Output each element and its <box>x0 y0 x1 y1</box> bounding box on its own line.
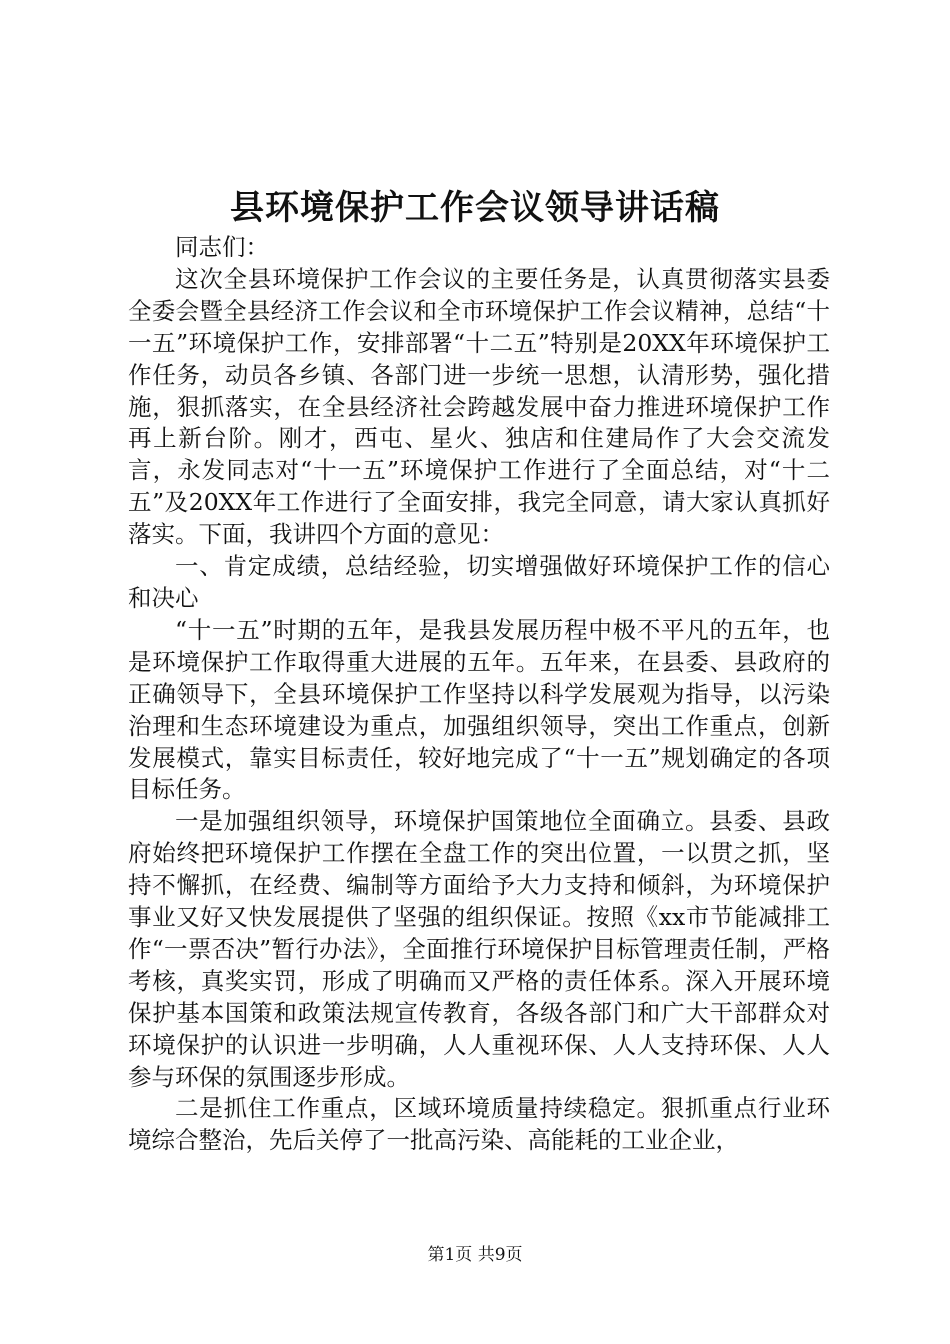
salutation: 同志们： <box>175 233 269 261</box>
document-body <box>128 232 830 1157</box>
body-paragraph: 二是抓住工作重点，区域环境质量持续稳定。狠抓重点行业环境综合整治，先后关停了一批高污染、高能耗的工业企业， <box>128 1094 830 1155</box>
page-number: 第1页 共9页 <box>427 1245 523 1265</box>
document-title: 县环境保护工作会议领导讲话稿 <box>230 188 720 228</box>
body-paragraph: 这次全县环境保护工作会议的主要任务是，认真贯彻落实县委全委会暨全县经济工作会议和全市环境保护工作会议精神，总结“十一五”环境保护工作，安排部署“十二五”特别是20XX年环境保护工作任务，动员各乡镇、各部门进一步统一思想，认清形势，强化措施，狠抓落实，在全县经济社会跨越发展中奋力推进环境保护工作再上新台阶。刚才，西屯、星火、独店和住建局作了大会交流发言，永发同志对“十一五”环境保护工作进行了全面总结，对“十二五”及20XX年工作进行了全面安排，我完全同意，请大家认真抓好落实。下面，我讲四个方面的意见： <box>128 264 830 549</box>
section-heading: 一、肯定成绩，总结经验，切实增强做好环境保护工作的信心和决心 <box>128 552 830 612</box>
body-paragraph: 一是加强组织领导，环境保护国策地位全面确立。县委、县政府始终把环境保护工作摆在全盘工作的突出位置，一以贯之抓，坚持不懈抓，在经费、编制等方面给予大力支持和倾斜，为环境保护事业又好又快发展提供了坚强的组织保证。按照《xx市节能减排工作“一票否决”暂行办法》，全面推行环境保护目标管理责任制，严格考核，真奖实罚，形成了明确而又严格的责任体系。深入开展环境保护基本国策和政策法规宣传教育，各级各部门和广大干部群众对环境保护的认识进一步明确，人人重视环保、人人支持环保、人人参与环保的氛围逐步形成。 <box>128 807 830 1091</box>
body-paragraph: “十一五”时期的五年，是我县发展历程中极不平凡的五年，也是环境保护工作取得重大进展的五年。五年来，在县委、县政府的正确领导下，全县环境保护工作坚持以科学发展观为指导，以污染治理和生态环境建设为重点，加强组织领导，突出工作重点，创新发展模式，靠实目标责任，较好地完成了“十一五”规划确定的各项目标任务。 <box>128 615 830 804</box>
